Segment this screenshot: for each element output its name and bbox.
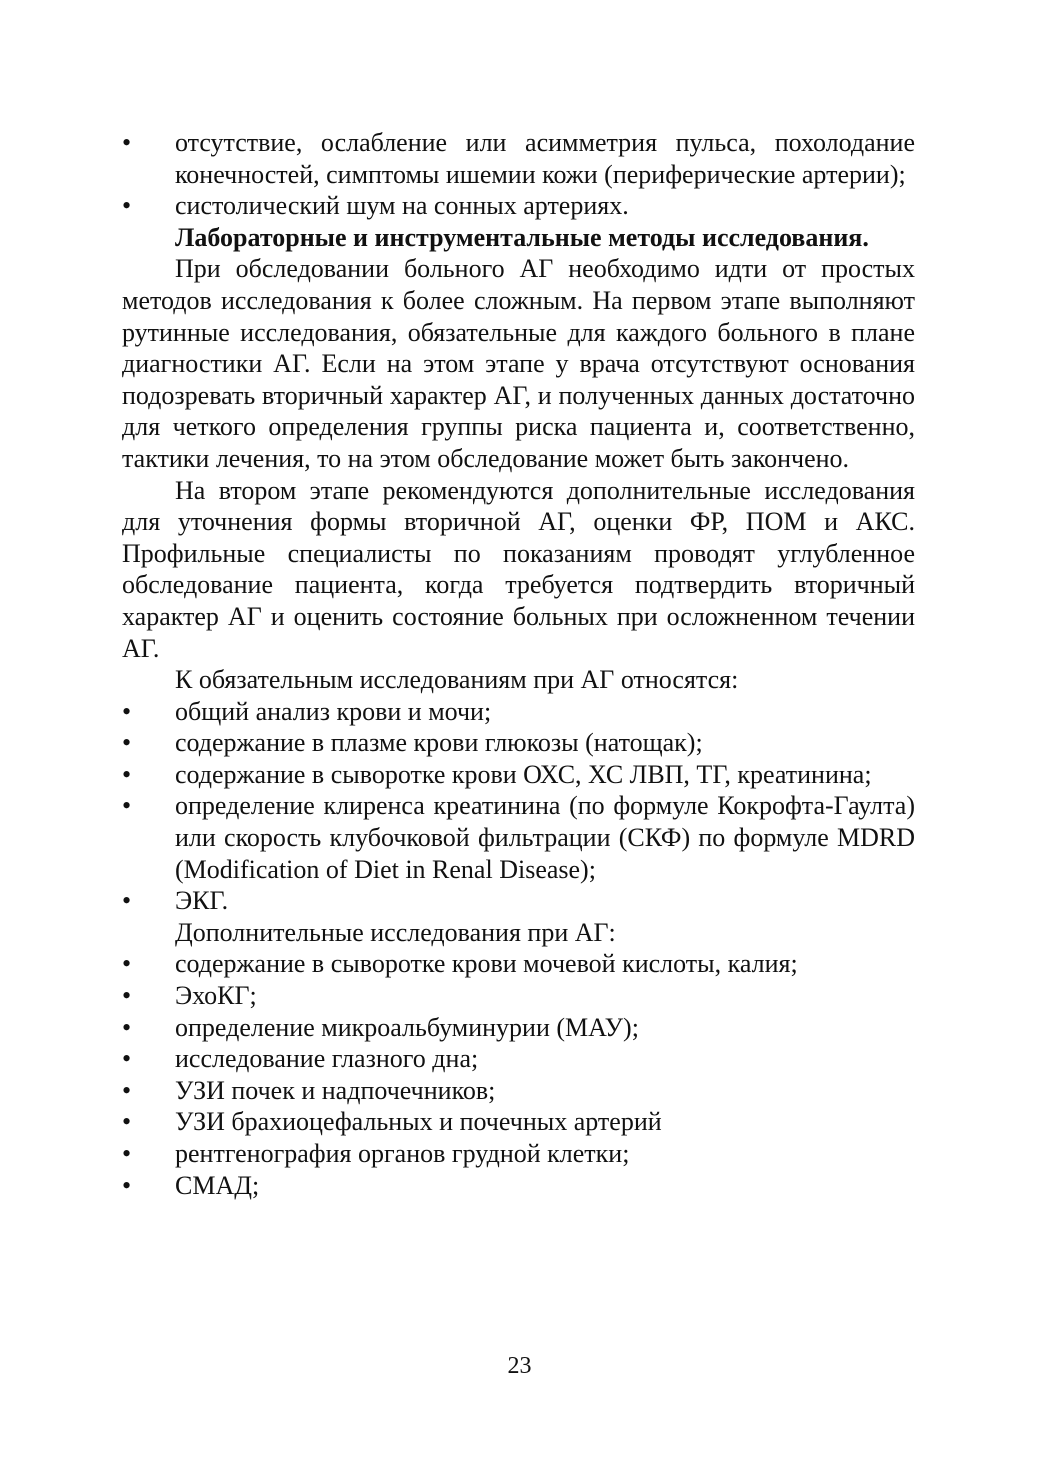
- page-body: [122, 127, 915, 1201]
- page-number: 23: [507, 1353, 532, 1379]
- list-item-text: рентгенография органов грудной клетки;: [175, 1139, 630, 1168]
- list-item: [122, 948, 915, 980]
- list-item: [122, 885, 915, 917]
- bullet-marker: •: [122, 728, 132, 758]
- bullet-marker: •: [122, 791, 132, 821]
- bullet-marker: •: [122, 1044, 132, 1074]
- list-item: [122, 127, 915, 190]
- additional-list-lead: Дополнительные исследования при АГ:: [175, 917, 616, 947]
- list-item: [122, 1012, 915, 1044]
- bullet-marker: •: [122, 128, 132, 157]
- list-item: [122, 759, 915, 791]
- list-item: [122, 1106, 915, 1138]
- list-item: [122, 980, 915, 1012]
- list-item: [122, 1075, 915, 1107]
- list-item-text: определение клиренса креатинина (по формуле Кокрофта-Гаулта) или скорость клубочковой фильтрации (СКФ) по формуле MDRD (Modification of Diet in Renal Disease);: [175, 791, 915, 884]
- bullet-marker: •: [122, 981, 132, 1011]
- list-item-text: УЗИ брахиоцефальных и почечных артерий: [175, 1107, 662, 1137]
- list-item-text: отсутствие, ослабление или асимметрия пульса, похолодание конечностей, симптомы ишемии кожи (периферические артерии);: [175, 128, 915, 189]
- bullet-marker: •: [122, 1012, 132, 1042]
- list-item: [122, 1138, 915, 1170]
- list-item-text: содержание в сыворотке крови мочевой кислоты, калия;: [175, 949, 798, 979]
- list-item-text: ЭКГ.: [175, 886, 229, 916]
- bullet-marker: •: [122, 191, 132, 221]
- list-item: [122, 190, 915, 222]
- bullet-marker: •: [122, 759, 132, 789]
- list-item-text: общий анализ крови и мочи;: [175, 696, 492, 726]
- list-item: [122, 696, 915, 728]
- list-item: [122, 790, 915, 885]
- list-item-text: УЗИ почек и надпочечников;: [175, 1075, 496, 1105]
- bullet-marker: •: [122, 1075, 132, 1105]
- bullet-marker: •: [122, 1170, 132, 1200]
- bullet-marker: •: [122, 949, 132, 979]
- bullet-marker: •: [122, 1107, 132, 1137]
- list-item-text: содержание в плазме крови глюкозы (натощак);: [175, 728, 703, 758]
- list-item: [122, 1043, 915, 1075]
- section-heading: Лабораторные и инструментальные методы исследования.: [175, 222, 869, 252]
- list-item-text: определение микроальбуминурии (МАУ);: [175, 1012, 639, 1042]
- list-item: [122, 727, 915, 759]
- list-item-text: СМАД;: [175, 1170, 260, 1200]
- mandatory-list-lead: К обязательным исследованиям при АГ относятся:: [175, 665, 739, 695]
- list-item-text: систолический шум на сонных артериях.: [175, 191, 629, 221]
- body-paragraph: При обследовании больного АГ необходимо идти от простых методов исследования к более сложным. На первом этапе выполняют рутинные исследования, обязательные для каждого больного в плане диагностики АГ. Если на этом этапе у врача отсутствуют основания подозревать вторичный характер АГ, и полученных данных достаточно для четкого определения группы риска пациента и, соответственно, тактики лечения, то на этом обследование может быть закончено.: [122, 254, 915, 473]
- bullet-marker: •: [122, 1139, 132, 1168]
- list-item-text: исследование глазного дна;: [175, 1044, 479, 1074]
- bullet-marker: •: [122, 696, 132, 726]
- body-paragraph: На втором этапе рекомендуются дополнительные исследования для уточнения формы вторичной АГ, оценки ФР, ПОМ и АКС. Профильные специалисты по показаниям проводят углубленное обследование пациента, когда требуется подтвердить вторичный характер АГ и оценить состояние больных при осложненном течении АГ.: [122, 475, 915, 663]
- list-item-text: ЭхоКГ;: [175, 981, 257, 1011]
- list-item-text: содержание в сыворотке крови ОХС, ХС ЛВП, ТГ, креатинина;: [175, 759, 872, 789]
- bullet-marker: •: [122, 886, 132, 916]
- list-item: [122, 1170, 915, 1202]
